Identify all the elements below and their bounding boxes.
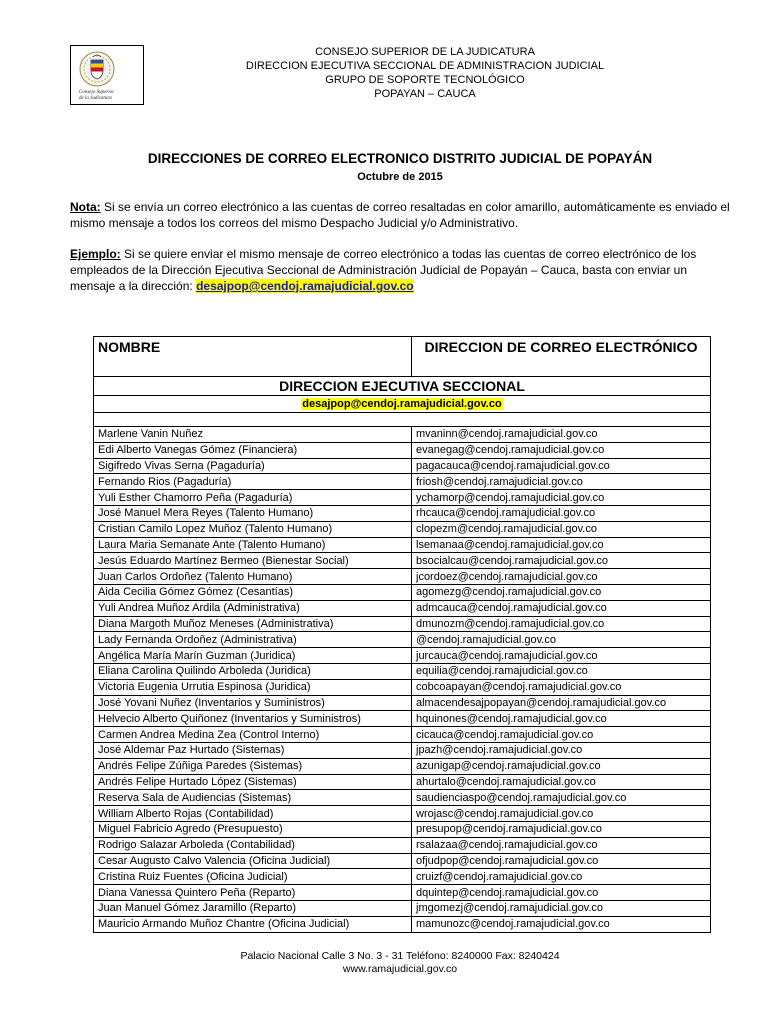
employee-email[interactable]: jcordoez@cendoj.ramajudicial.gov.co: [412, 569, 711, 585]
table-row: [94, 695, 711, 711]
employee-name: Jesús Eduardo Martínez Bermeo (Bienestar Social): [94, 553, 412, 569]
highlighted-email-link[interactable]: desajpop@cendoj.ramajudicial.gov.co: [196, 279, 414, 293]
employee-name: Helvecio Alberto Quiñonez (Inventarios y Suministros): [94, 711, 412, 727]
note-text: Si se envía un correo electrónico a las cuentas de correo resaltadas en color amarillo, automáticamente es enviado el mismo mensaje a todos los correos del mismo Despacho Judicial y/o Administrativo.: [70, 200, 730, 230]
employee-name: Yuli Andrea Muñoz Ardila (Administrativa): [94, 600, 412, 616]
employee-email[interactable]: mamunozc@cendoj.ramajudicial.gov.co: [412, 916, 711, 932]
table-row: [94, 616, 711, 632]
employee-name: Juan Carlos Ordoñez (Talento Humano): [94, 569, 412, 585]
column-header-name: NOMBRE: [94, 337, 412, 377]
employee-name: Andrés Felipe Hurtado López (Sistemas): [94, 774, 412, 790]
header-line-city: POPAYAN – CAUCA: [374, 88, 476, 100]
employee-email[interactable]: dmunozm@cendoj.ramajudicial.gov.co: [412, 616, 711, 632]
employee-email[interactable]: equilia@cendoj.ramajudicial.gov.co: [412, 663, 711, 679]
table-row: [94, 474, 711, 490]
column-header-email: DIRECCION DE CORREO ELECTRÓNICO: [412, 337, 711, 377]
table-row: [94, 537, 711, 553]
section-title: DIRECCION EJECUTIVA SECCIONAL: [94, 377, 711, 396]
footer-website: www.ramajudicial.gov.co: [342, 963, 458, 975]
employee-name: Diana Vanessa Quintero Peña (Reparto): [94, 885, 412, 901]
employee-name: José Aldemar Paz Hurtado (Sistemas): [94, 742, 412, 758]
employee-email[interactable]: rhcauca@cendoj.ramajudicial.gov.co: [412, 505, 711, 521]
header-line-council: CONSEJO SUPERIOR DE LA JUDICATURA: [315, 46, 535, 58]
employee-email[interactable]: clopezm@cendoj.ramajudicial.gov.co: [412, 521, 711, 537]
table-row: [94, 821, 711, 837]
document-header: [150, 45, 700, 101]
table-row: [94, 790, 711, 806]
table-row: [94, 853, 711, 869]
employee-email[interactable]: jmgomezj@cendoj.ramajudicial.gov.co: [412, 900, 711, 916]
table-row: [94, 600, 711, 616]
svg-text:Consejo Superior: Consejo Superior: [79, 90, 115, 95]
employee-email[interactable]: pagacauca@cendoj.ramajudicial.gov.co: [412, 458, 711, 474]
table-row: [94, 727, 711, 743]
employee-name: José Manuel Mera Reyes (Talento Humano): [94, 505, 412, 521]
employee-email[interactable]: rsalazaa@cendoj.ramajudicial.gov.co: [412, 837, 711, 853]
table-row: [94, 900, 711, 916]
table-row: [94, 679, 711, 695]
table-row: [94, 806, 711, 822]
table-row: [94, 427, 711, 443]
table-row: [94, 490, 711, 506]
employee-email[interactable]: friosh@cendoj.ramajudicial.gov.co: [412, 474, 711, 490]
example-label: Ejemplo:: [70, 247, 121, 261]
employee-name: Aida Cecilia Gómez Gómez (Cesantías): [94, 584, 412, 600]
example-text: Si se quiere enviar el mismo mensaje de correo electrónico a todas las cuentas de correo electrónico de los empleados de la Dirección Ejecutiva Seccional de Administración Judicial de Popayán – Cauca, basta con enviar un mensaje a la dirección:: [70, 247, 697, 293]
section-email-row: [94, 396, 711, 413]
employee-name: Laura Maria Semanate Ante (Talento Humano): [94, 537, 412, 553]
employee-name: Yuli Esther Chamorro Peña (Pagaduría): [94, 490, 412, 506]
table-row: [94, 584, 711, 600]
table-row: [94, 869, 711, 885]
employee-name: Marlene Vanin Nuñez: [94, 427, 412, 443]
table-row: [94, 632, 711, 648]
employee-name: Fernando Rios (Pagaduría): [94, 474, 412, 490]
employee-email[interactable]: saudienciaspo@cendoj.ramajudicial.gov.co: [412, 790, 711, 806]
employee-email[interactable]: ofjudpop@cendoj.ramajudicial.gov.co: [412, 853, 711, 869]
employee-email[interactable]: cicauca@cendoj.ramajudicial.gov.co: [412, 727, 711, 743]
employee-email[interactable]: jurcauca@cendoj.ramajudicial.gov.co: [412, 648, 711, 664]
table-row: [94, 521, 711, 537]
document-footer: [70, 950, 730, 976]
employee-name: Mauricio Armando Muñoz Chantre (Oficina Judicial): [94, 916, 412, 932]
table-row: [94, 885, 711, 901]
employee-email[interactable]: dquintep@cendoj.ramajudicial.gov.co: [412, 885, 711, 901]
email-directory-table: [93, 336, 711, 933]
header-line-group: GRUPO DE SOPORTE TECNOLÓGICO: [325, 74, 525, 86]
table-row: [94, 774, 711, 790]
employee-name: Cristina Ruiz Fuentes (Oficina Judicial): [94, 869, 412, 885]
employee-email[interactable]: azunigap@cendoj.ramajudicial.gov.co: [412, 758, 711, 774]
table-row: [94, 916, 711, 932]
table-row: [94, 569, 711, 585]
document-title: DIRECCIONES DE CORREO ELECTRONICO DISTRITO JUDICIAL DE POPAYÁN: [147, 151, 653, 166]
table-row: [94, 648, 711, 664]
employee-email[interactable]: mvaninn@cendoj.ramajudicial.gov.co: [412, 427, 711, 443]
employee-email[interactable]: cobcoapayan@cendoj.ramajudicial.gov.co: [412, 679, 711, 695]
section-title-row: [94, 377, 711, 396]
table-row: [94, 442, 711, 458]
table-row: [94, 758, 711, 774]
employee-email[interactable]: wrojasc@cendoj.ramajudicial.gov.co: [412, 806, 711, 822]
employee-email[interactable]: bsocialcau@cendoj.ramajudicial.gov.co: [412, 553, 711, 569]
employee-email[interactable]: ahurtalo@cendoj.ramajudicial.gov.co: [412, 774, 711, 790]
employee-email[interactable]: almacendesajpopayan@cendoj.ramajudicial.gov.co: [412, 695, 711, 711]
employee-email[interactable]: evanegag@cendoj.ramajudicial.gov.co: [412, 442, 711, 458]
employee-name: Victoria Eugenia Urrutia Espinosa (Juridica): [94, 679, 412, 695]
employee-name: Andrés Felipe Zúñiga Paredes (Sistemas): [94, 758, 412, 774]
employee-name: William Alberto Rojas (Contabilidad): [94, 806, 412, 822]
institution-logo: [70, 45, 144, 105]
table-row: [94, 505, 711, 521]
employee-name: Rodrigo Salazar Arboleda (Contabilidad): [94, 837, 412, 853]
table-row: [94, 553, 711, 569]
employee-name: Lady Fernanda Ordoñez (Administrativa): [94, 632, 412, 648]
employee-name: Diana Margoth Muñoz Meneses (Administrativa): [94, 616, 412, 632]
table-row: [94, 663, 711, 679]
employee-name: Carmen Andrea Medina Zea (Control Interno): [94, 727, 412, 743]
employee-name: Sigifredo Vivas Serna (Pagaduría): [94, 458, 412, 474]
employee-email[interactable]: lsemanaa@cendoj.ramajudicial.gov.co: [412, 537, 711, 553]
employee-name: Eliana Carolina Quilindo Arboleda (Juridica): [94, 663, 412, 679]
blank-row: [94, 413, 711, 427]
section-email-link[interactable]: desajpop@cendoj.ramajudicial.gov.co: [302, 398, 502, 410]
example-paragraph: [70, 246, 730, 294]
employee-name: Cesar Augusto Calvo Valencia (Oficina Judicial): [94, 853, 412, 869]
employee-email[interactable]: ychamorp@cendoj.ramajudicial.gov.co: [412, 490, 711, 506]
employee-email[interactable]: agomezg@cendoj.ramajudicial.gov.co: [412, 584, 711, 600]
employee-email[interactable]: presupop@cendoj.ramajudicial.gov.co: [412, 821, 711, 837]
employee-name: Edi Alberto Vanegas Gómez (Financiera): [94, 442, 412, 458]
table-header-row: [94, 337, 711, 377]
employee-email[interactable]: hquinones@cendoj.ramajudicial.gov.co: [412, 711, 711, 727]
employee-name: Cristian Camilo Lopez Muñoz (Talento Humano): [94, 521, 412, 537]
table-row: [94, 837, 711, 853]
employee-email[interactable]: admcauca@cendoj.ramajudicial.gov.co: [412, 600, 711, 616]
employee-email[interactable]: cruizf@cendoj.ramajudicial.gov.co: [412, 869, 711, 885]
table-row: [94, 711, 711, 727]
document-date: Octubre de 2015: [357, 171, 443, 183]
note-label: Nota:: [70, 200, 101, 214]
table-row: [94, 742, 711, 758]
employee-email[interactable]: @cendoj.ramajudicial.gov.co: [412, 632, 711, 648]
coat-of-arms-icon: [71, 46, 143, 104]
employee-name: Angélica María Marín Guzman (Juridica): [94, 648, 412, 664]
employee-name: Juan Manuel Gómez Jaramillo (Reparto): [94, 900, 412, 916]
footer-address: Palacio Nacional Calle 3 No. 3 - 31 Teléfono: 8240000 Fax: 8240424: [240, 950, 560, 962]
header-line-direction: DIRECCION EJECUTIVA SECCIONAL DE ADMINISTRACION JUDICIAL: [245, 60, 605, 72]
employee-name: José Yovani Nuñez (Inventarios y Suministros): [94, 695, 412, 711]
employee-name: Miguel Fabricio Agredo (Presupuesto): [94, 821, 412, 837]
note-paragraph: [70, 199, 730, 231]
employee-name: Reserva Sala de Audiencias (Sistemas): [94, 790, 412, 806]
table-row: [94, 458, 711, 474]
employee-email[interactable]: jpazh@cendoj.ramajudicial.gov.co: [412, 742, 711, 758]
svg-text:de la Judicatura: de la Judicatura: [79, 96, 112, 101]
